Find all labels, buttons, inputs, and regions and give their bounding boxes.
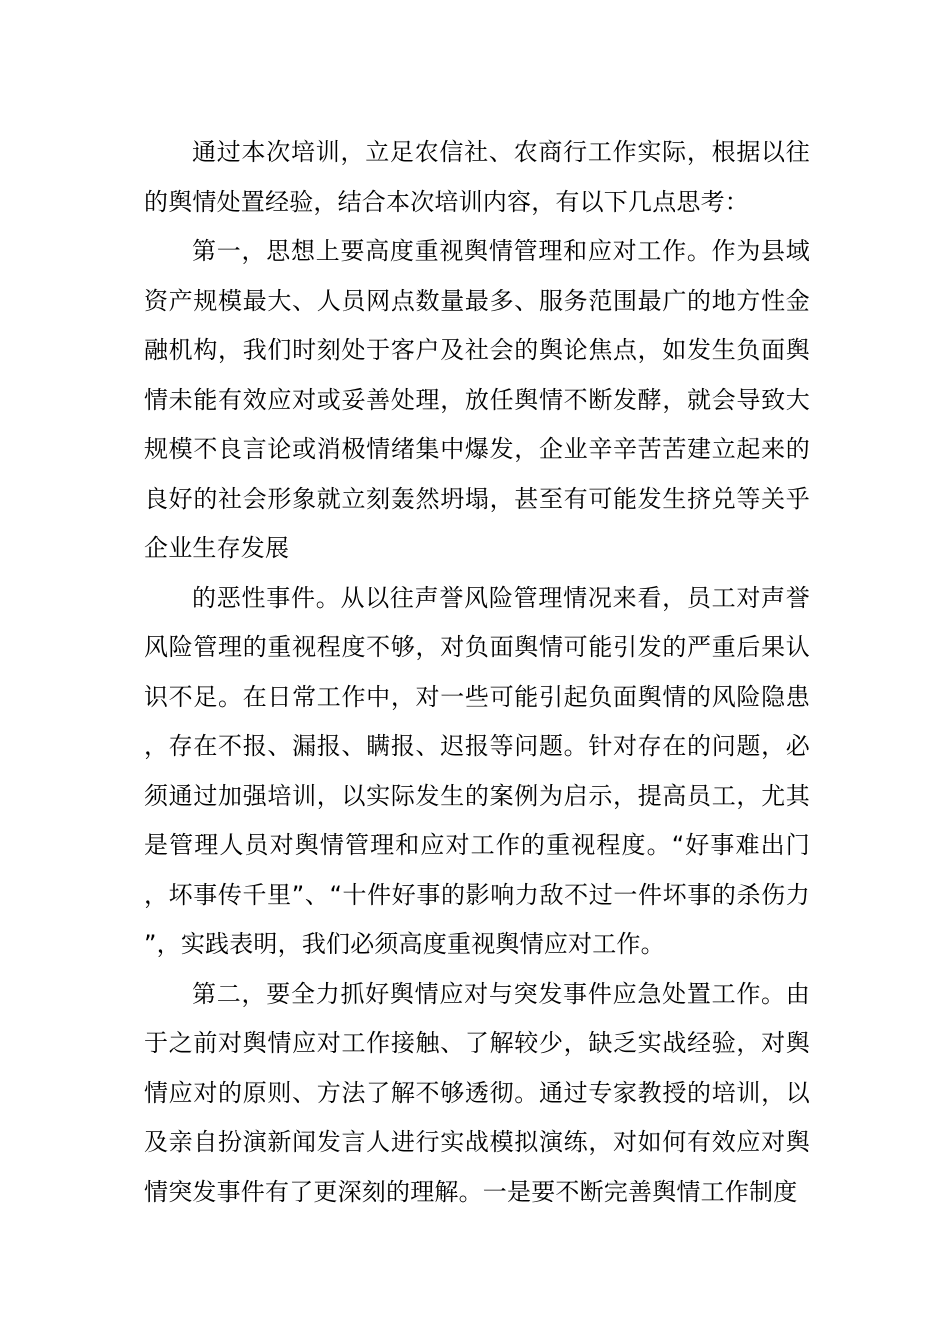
paragraph-intro: 通过本次培训，立足农信社、农商行工作实际，根据以往的舆情处置经验，结合本次培训内容，有以下几点思考：	[144, 138, 810, 216]
paragraph-first-point: 第一，思想上要高度重视舆情管理和应对工作。作为县域资产规模最大、人员网点数量最多、服务范围最广的地方性金融机构，我们时刻处于客户及社会的舆论焦点，如发生负面舆情未能有效应对或妥善处理，放任舆情不断发酵，就会导致大规模不良言论或消极情绪集中爆发，企业辛辛苦苦建立起来的良好的社会形象就立刻轰然坍塌，甚至有可能发生挤兑等关乎企业生存发展	[144, 237, 810, 562]
document-body	[144, 128, 810, 1217]
paragraph-first-point-continued: 的恶性事件。从以往声誉风险管理情况来看，员工对声誉风险管理的重视程度不够，对负面舆情可能引发的严重后果认识不足。在日常工作中，对一些可能引起负面舆情的风险隐患，存在不报、漏报、瞒报、迟报等问题。针对存在的问题，必须通过加强培训，以实际发生的案例为启示，提高员工，尤其是管理人员对舆情管理和应对工作的重视程度。“好事难出门，坏事传千里”、“十件好事的影响力敌不过一件坏事的杀伤力”，实践表明，我们必须高度重视舆情应对工作。	[144, 583, 810, 958]
paragraph-second-point: 第二，要全力抓好舆情应对与突发事件应急处置工作。由于之前对舆情应对工作接触、了解较少，缺乏实战经验，对舆情应对的原则、方法了解不够透彻。通过专家教授的培训，以及亲自扮演新闻发言人进行实战模拟演练，对如何有效应对舆情突发事件有了更深刻的理解。一是要不断完善舆情工作制度	[144, 979, 810, 1206]
